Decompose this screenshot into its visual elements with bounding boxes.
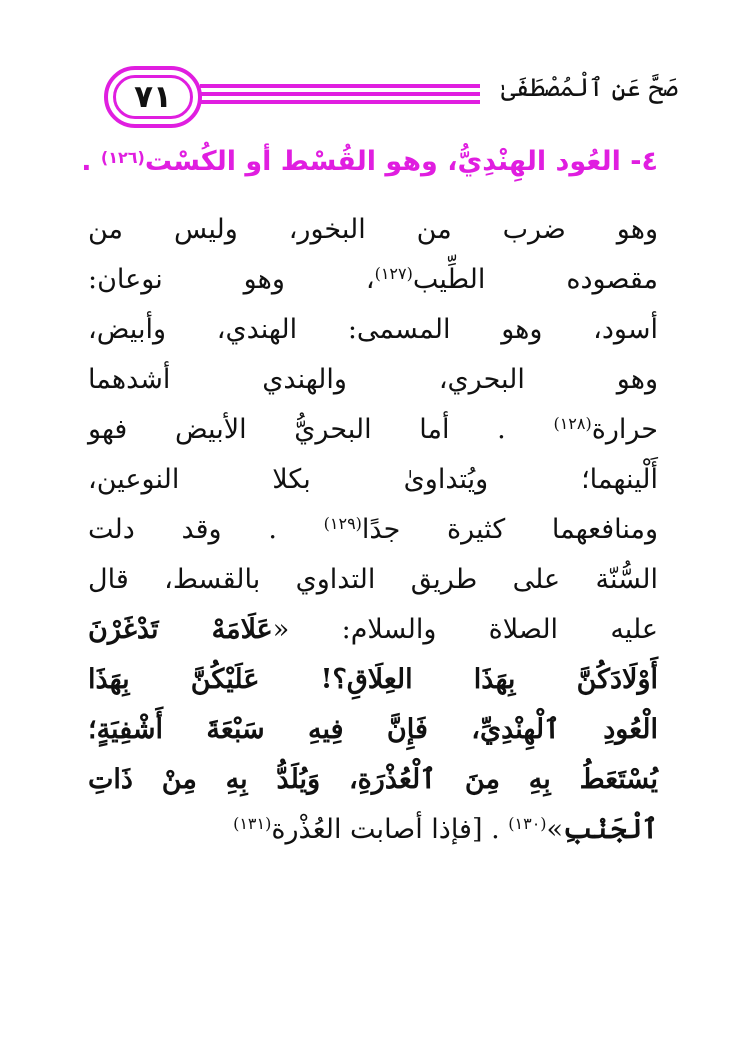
page-number: ٧١ xyxy=(134,78,172,115)
text-line xyxy=(88,305,658,355)
body-text xyxy=(88,205,658,855)
text-span: . [فإذا أصابت العُذْرة xyxy=(271,814,500,845)
text-span: السُّنّة على طريق التداوي بالقسط، قال xyxy=(88,564,658,595)
footnote-ref: (١٣١) xyxy=(233,814,272,833)
text-span: مقصوده الطِّيب xyxy=(412,264,658,295)
text-span: . أما البحريُّ الأبيض فهو xyxy=(88,414,506,445)
text-line xyxy=(88,205,658,255)
text-span: وهو ضرب من البخور، وليس من xyxy=(88,214,658,245)
text-span: ومنافعهما كثيرة جدًا xyxy=(361,514,658,545)
hadith-text: الْعُودِ ٱلْهِنْدِيِّ، فَإِنَّ فِيهِ سَبْعَةَ أَشْفِيَةٍ؛ xyxy=(88,714,658,745)
text-line xyxy=(88,805,658,855)
text-line xyxy=(88,355,658,405)
hadith-line xyxy=(88,755,658,805)
hadith-line xyxy=(88,655,658,705)
hadith-text: ٱلْجَنْبِ xyxy=(563,814,658,845)
heading-end: . xyxy=(81,146,92,177)
text-span: أسود، وهو المسمى: الهندي، وأبيض، xyxy=(88,314,658,345)
section-heading xyxy=(58,140,658,184)
hadith-text: أَوْلَادَكُنَّ بِهَذَا العِلَاقِ؟! عَلَيْكُنَّ بِهَذَا xyxy=(88,664,658,695)
text-line xyxy=(88,405,658,455)
hadith-text: يُسْتَعَطُ بِهِ مِنَ ٱلْعُذْرَةِ، وَيُلَدُّ بِهِ مِنْ ذَاتِ xyxy=(88,764,658,795)
text-line xyxy=(88,555,658,605)
footnote-ref: (١٢٩) xyxy=(323,514,362,533)
hadith-text: عَلَامَهْ تَدْغَرْنَ xyxy=(88,614,273,645)
hadith-line xyxy=(88,705,658,755)
header-rule xyxy=(200,84,480,88)
text-span: ، وهو نوعان: xyxy=(88,264,375,295)
footnote-ref: (١٢٨) xyxy=(553,414,592,433)
text-line xyxy=(88,455,658,505)
text-line xyxy=(88,605,658,655)
text-span: أَلْينهما؛ ويُتداوىٰ بكلا النوعين، xyxy=(88,464,658,495)
text-line xyxy=(88,255,658,305)
text-span: وهو البحري، والهندي أشدهما xyxy=(88,364,658,395)
running-title: صَحَّ عَنِ ٱلْمُصْطَفَىٰ xyxy=(500,73,678,102)
text-span: حرارة xyxy=(591,414,658,445)
text-line xyxy=(88,505,658,555)
text-span: » xyxy=(546,814,564,845)
heading-text: ٤- العُود الهِنْدِيُّ، وهو القُسْط أو الكُسْت xyxy=(144,146,658,177)
text-span: . وقد دلت xyxy=(88,514,277,545)
footnote-ref: (١٢٦) xyxy=(100,148,145,167)
text-span: عليه الصلاة والسلام: « xyxy=(272,614,658,645)
footnote-ref: (١٣٠) xyxy=(508,814,547,833)
footnote-ref: (١٢٧) xyxy=(374,264,413,283)
page-header xyxy=(104,66,678,132)
header-rule xyxy=(200,100,480,104)
page-number-badge xyxy=(104,66,202,128)
header-rule xyxy=(200,92,480,96)
